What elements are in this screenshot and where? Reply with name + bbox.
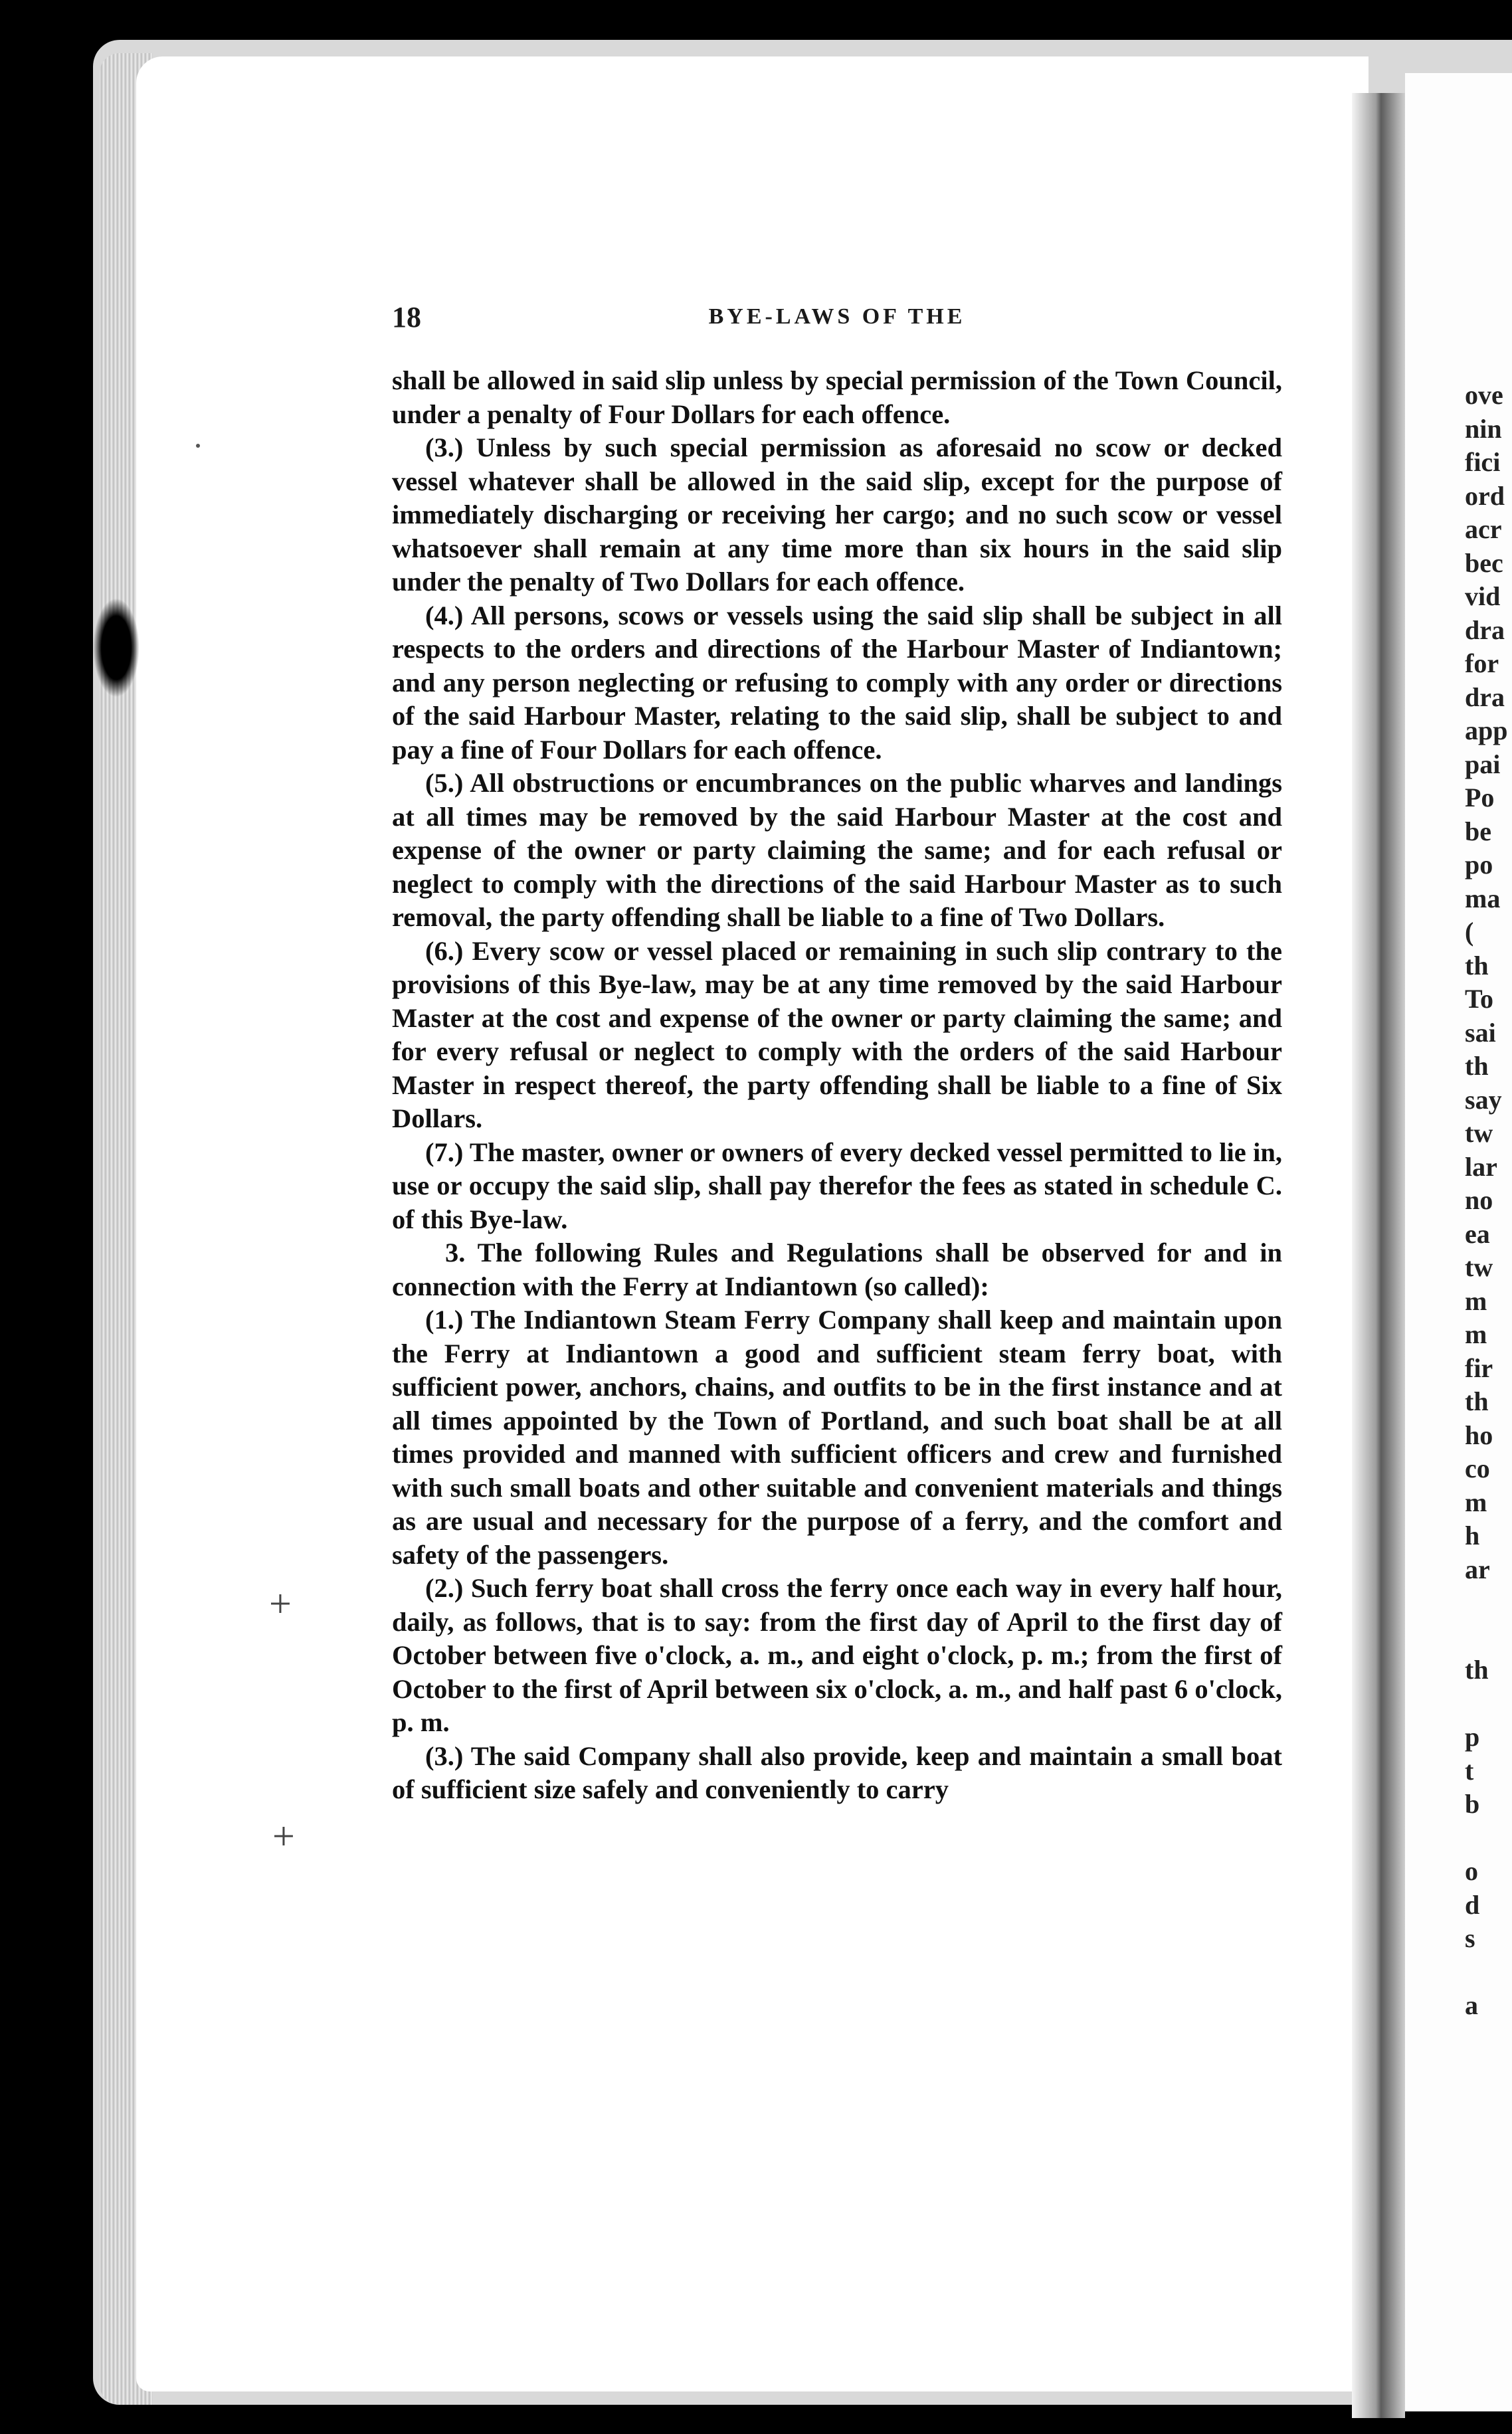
facing-page-line: nin [1465,413,1502,444]
facing-page-line: for [1465,648,1499,678]
paragraph-clause-6: (6.) Every scow or vessel placed or remaining in such slip contrary to the provisions of this Bye-law, may be at any time removed by the said Harbour Master at the cost and expense of the owner or party claiming the same; and for every refusal or neglect to comply with the orders of the said Harbour Master in respect thereof, the party offending shall be liable to a fine of Six Dollars. [392,935,1282,1133]
paragraph-ferry-clause-3: (3.) The said Company shall also provide, keep and maintain a small boat of sufficient size safely and conveniently to carry [392,1740,1282,1804]
paragraph-continuation: shall be allowed in said slip unless by special permission of the Town Council, under a penalty of Four Dollars for each offence. [392,365,1282,429]
facing-page-line: ar [1465,1554,1490,1584]
paragraph-clause-3: (3.) Unless by such special permission as aforesaid no scow or decked vessel whatever shall be allowed in the said slip, except for the purpose of immediately discharging or receiving her cargo; and no such scow or vessel whatsoever shall remain at any time more than six hours in the said slip under the penalty of Two Dollars for each offence. [392,432,1282,597]
facing-page-line: ( [1465,917,1474,947]
facing-page-line: th [1465,1386,1489,1416]
facing-page-line: s [1465,1923,1475,1953]
margin-plus-mark-2: + [272,1814,295,1858]
facing-page-line: th [1465,1655,1489,1685]
page-number: 18 [392,301,421,333]
facing-page-line: h [1465,1521,1480,1550]
running-head: BYE-LAWS OF THE [708,304,966,329]
margin-plus-mark-1: + [269,1582,292,1626]
book-gutter [1352,93,1405,2418]
facing-page-line: sai [1465,1017,1496,1048]
facing-page-line: t [1465,1755,1474,1786]
facing-page-line: Po [1465,783,1495,812]
facing-page-line: dra [1465,614,1505,645]
paragraph-clause-7: (7.) The master, owner or owners of every decked vessel permitted to lie in, use or occupy the said slip, shall pay therefor the fees as stated in schedule C. of this Bye-law. [392,1137,1282,1234]
facing-page-line: m [1465,1285,1487,1316]
facing-page-line: m [1465,1319,1487,1349]
facing-page-line: th [1465,950,1489,981]
facing-page-line [1465,1620,1512,1654]
facing-page-line: po [1465,850,1493,880]
facing-page-line: acr [1465,514,1502,544]
page-header [392,300,1282,340]
facing-page-line: To [1465,984,1494,1014]
facing-page-line: say [1465,1084,1502,1115]
paragraph-clause-4: (4.) All persons, scows or vessels using the said slip shall be subject in all respects to the orders and directions of the Harbour Master of Indiantown; and any person neglecting or refusing to comply with any order or directions of the said Harbour Master, relating to the said slip, shall be subject to and pay a fine of Four Dollars for each offence. [392,600,1282,765]
facing-page-line: lar [1465,1151,1497,1182]
facing-page-line: pai [1465,749,1501,779]
facing-page-line: a [1465,1990,1478,2020]
facing-page-line [1465,1586,1512,1620]
facing-page-line: d [1465,1889,1480,1920]
facing-page-line [1465,1956,1512,1990]
facing-page-line: th [1465,1051,1489,1081]
facing-page-line: co [1465,1453,1490,1483]
facing-page-line: no [1465,1185,1493,1215]
facing-page-line: b [1465,1789,1480,1819]
ink-blot [93,598,140,698]
margin-dot [196,444,200,448]
facing-page-line: be [1465,816,1491,846]
facing-page-line: ove [1465,380,1503,410]
facing-page-line: vid [1465,581,1501,611]
facing-page-line [1465,1687,1512,1721]
page-body-text [392,364,1282,1807]
facing-page-line: dra [1465,682,1505,712]
facing-page-line: bec [1465,547,1503,578]
facing-page-line: ma [1465,883,1501,913]
facing-page-line: o [1465,1856,1478,1886]
facing-page-line: ord [1465,480,1505,511]
facing-page-line: m [1465,1487,1487,1517]
facing-page-line: fici [1465,447,1501,477]
facing-page-line: fir [1465,1353,1493,1383]
paragraph-ferry-clause-2: (2.) Such ferry boat shall cross the ferry once each way in every half hour, daily, as follows, that is to say: from the first day of April to the first day of October between five o'clock, a. m., and eight o'clock, p. m.; from the first of October to the first of April between six o'clock, a. m., and half past 6 o'clock, p. m. [392,1573,1282,1737]
paragraph-ferry-clause-1: (1.) The Indiantown Steam Ferry Company shall keep and maintain upon the Ferry at Indiantown a good and sufficient steam ferry boat, with sufficient power, anchors, chains, and outfits to be in the first instance and at all times appointed by the Town of Portland, and such boat shall be at all times provided and manned with sufficient officers and crew and furnished with such small boats and other suitable and convenient materials and things as are usual and necessary for the purpose of a ferry, and the comfort and safety of the passengers. [392,1305,1282,1570]
facing-page-line [1465,1822,1512,1855]
paragraph-clause-5: (5.) All obstructions or encumbrances on the public wharves and landings at all times may be removed by the said Harbour Master at the cost and expense of the owner or party claiming the same; and for each refusal or neglect to comply with the directions of the said Harbour Master as to such removal, the party offending shall be liable to a fine of Two Dollars. [392,768,1282,932]
facing-page-text [1465,379,1512,2023]
facing-page-line: tw [1465,1118,1493,1148]
facing-page-line: ho [1465,1420,1493,1450]
facing-page-line: tw [1465,1252,1493,1282]
facing-page-line: app [1465,715,1508,745]
facing-page-line: p [1465,1722,1480,1752]
facing-page-line: ea [1465,1218,1490,1249]
paragraph-section-3: 3. The following Rules and Regulations shall be observed for and in connection with the Ferry at Indiantown (so called): [392,1238,1282,1301]
